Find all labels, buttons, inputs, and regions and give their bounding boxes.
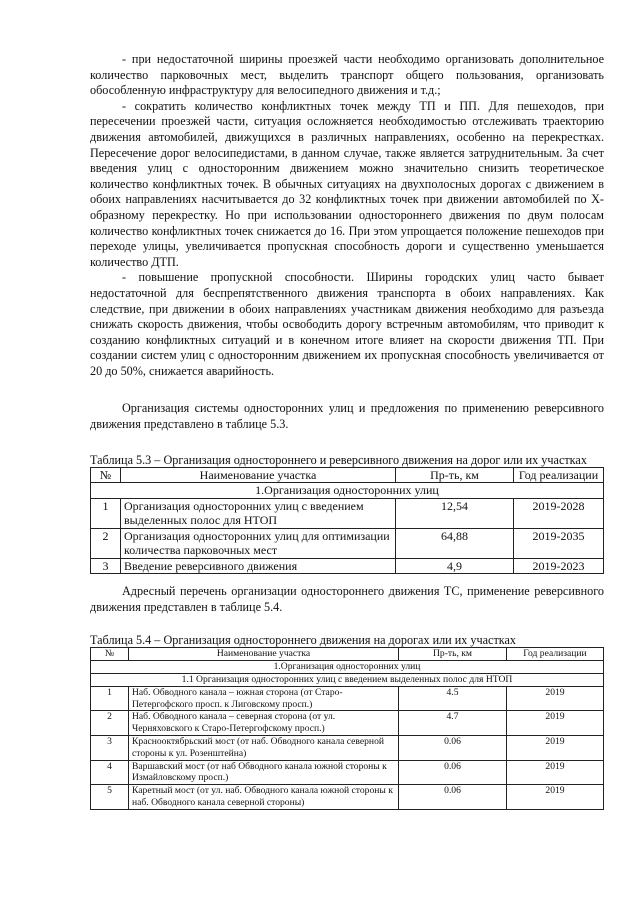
table-5-3-intro: Организация системы односторонних улиц и предложения по применению реверсивного движения представлено в таблице 5.3. [90,401,604,432]
row-length: 4.5 [399,686,507,711]
section-title: 1.Организация односторонних улиц [91,483,604,499]
header-cell: Год реализации [514,467,604,483]
row-length: 4,9 [396,558,514,574]
header-cell: № [91,467,121,483]
table-row [91,498,604,528]
table-row [91,711,604,736]
table-row [91,528,604,558]
row-year: 2019 [507,686,604,711]
header-cell: Наименование участка [121,467,396,483]
row-number: 4 [91,760,129,785]
row-length: 0.06 [399,785,507,810]
section-row [91,483,604,499]
header-cell: Наименование участка [129,648,399,661]
table-row [91,735,604,760]
row-year: 2019 [507,735,604,760]
row-length: 4.7 [399,711,507,736]
row-year: 2019 [507,711,604,736]
paragraph: - при недостаточной ширины проезжей части необходимо организовать дополнительное количество парковочных мест, выделить транспорт общего пользования, организовать обособленную инфраструктуру для велосипедного движения и т.д.; [90,52,604,98]
table-5-3-caption: Таблица 5.3 – Организация одностороннего и реверсивного движения на дорог или их участках [90,452,587,467]
header-cell: Год реализации [507,648,604,661]
subsection-title: 1.1 Организация односторонних улиц с введением выделенных полос для НТОП [91,673,604,686]
row-number: 1 [91,498,121,528]
row-year: 2019-2035 [514,528,604,558]
table-row [91,558,604,574]
row-name: Организация односторонних улиц для оптимизации количества парковочных мест [121,528,396,558]
row-number: 2 [91,711,129,736]
row-year: 2019-2028 [514,498,604,528]
table-header-row [91,467,604,483]
row-year: 2019 [507,760,604,785]
table-header-row [91,648,604,661]
row-name: Наб. Обводного канала – северная сторона (от ул. Черняховского к Старо-Петергофскому просп.) [129,711,399,736]
row-number: 1 [91,686,129,711]
row-name: Варшавский мост (от наб Обводного канала южной стороны к Измайловскому просп.) [129,760,399,785]
row-number: 3 [91,735,129,760]
row-name: Наб. Обводного канала – южная сторона (от Старо-Петергофского просп. к Лиговскому просп.) [129,686,399,711]
table-row [91,760,604,785]
paragraph: - повышение пропускной способности. Ширины городских улиц часто бывает недостаточной для беспрепятственного движения транспорта в обоих направлениях. Как следствие, при движении в обоих направлениях участникам движения необходимо для разъезда снижать скорость движения, чтобы освободить дорогу встречным автомобилям, что приводит к созданию конфликтных ситуаций и в конечном итоге влияет на скорости движения ТП. При создании систем улиц с односторонним движением их пропускная способность увеличивается от 20 до 50%, снижается аварийность. [90,270,604,378]
row-length: 12,54 [396,498,514,528]
table-row [91,785,604,810]
row-name: Каретный мост (от ул. наб. Обводного канала южной стороны к наб. Обводного канала северной стороны) [129,785,399,810]
table-row [91,686,604,711]
section-row [91,661,604,674]
document-page [90,52,604,810]
row-length: 0.06 [399,735,507,760]
table-5-4-intro: Адресный перечень организации одностороннего движения ТС, применение реверсивного движения представлен в таблице 5.4. [90,584,604,614]
header-cell: Пр-ть, км [399,648,507,661]
row-number: 3 [91,558,121,574]
header-cell: № [91,648,129,661]
row-name: Организация односторонних улиц с введением выделенных полос для НТОП [121,498,396,528]
row-name: Краснооктябрьский мост (от наб. Обводного канала северной стороны к ул. Розенштейна) [129,735,399,760]
header-cell: Пр-ть, км [396,467,514,483]
table-5-4 [90,647,604,809]
table-5-3 [90,467,604,575]
paragraph: - сократить количество конфликтных точек между ТП и ПП. Для пешеходов, при пересечении проезжей части, ситуация осложняется необходимостью отслеживать траекторию движения автомобилей, движущихся в различных направлениях, особенно на перекрестках. Пересечение дорог велосипедистами, в данном случае, также является затруднительным. За счет введения улиц с односторонним движением можно значительно снизить теоретическое количество конфликтных точек. В обычных ситуациях на двухполосных дорогах с движением в обоих направлениях насчитывается до 32 конфликтных точек при движении автомобилей по Х- образному перекрестку. Но при использовании одностороннего движения по двум полосам количество конфликтных точек снижается до 16. При этом упрощается положение пешеходов при переходе улицы, увеличивается пропускная способность дороги и существенно уменьшается количество ДТП. [90,98,604,269]
row-year: 2019 [507,785,604,810]
subsection-row [91,673,604,686]
section-title: 1.Организация односторонних улиц [91,661,604,674]
table-5-4-caption: Таблица 5.4 – Организация одностороннего движения на дорогах или их участках [90,633,517,648]
row-number: 2 [91,528,121,558]
row-name: Введение реверсивного движения [121,558,396,574]
row-length: 64,88 [396,528,514,558]
row-year: 2019-2023 [514,558,604,574]
row-number: 5 [91,785,129,810]
row-length: 0.06 [399,760,507,785]
